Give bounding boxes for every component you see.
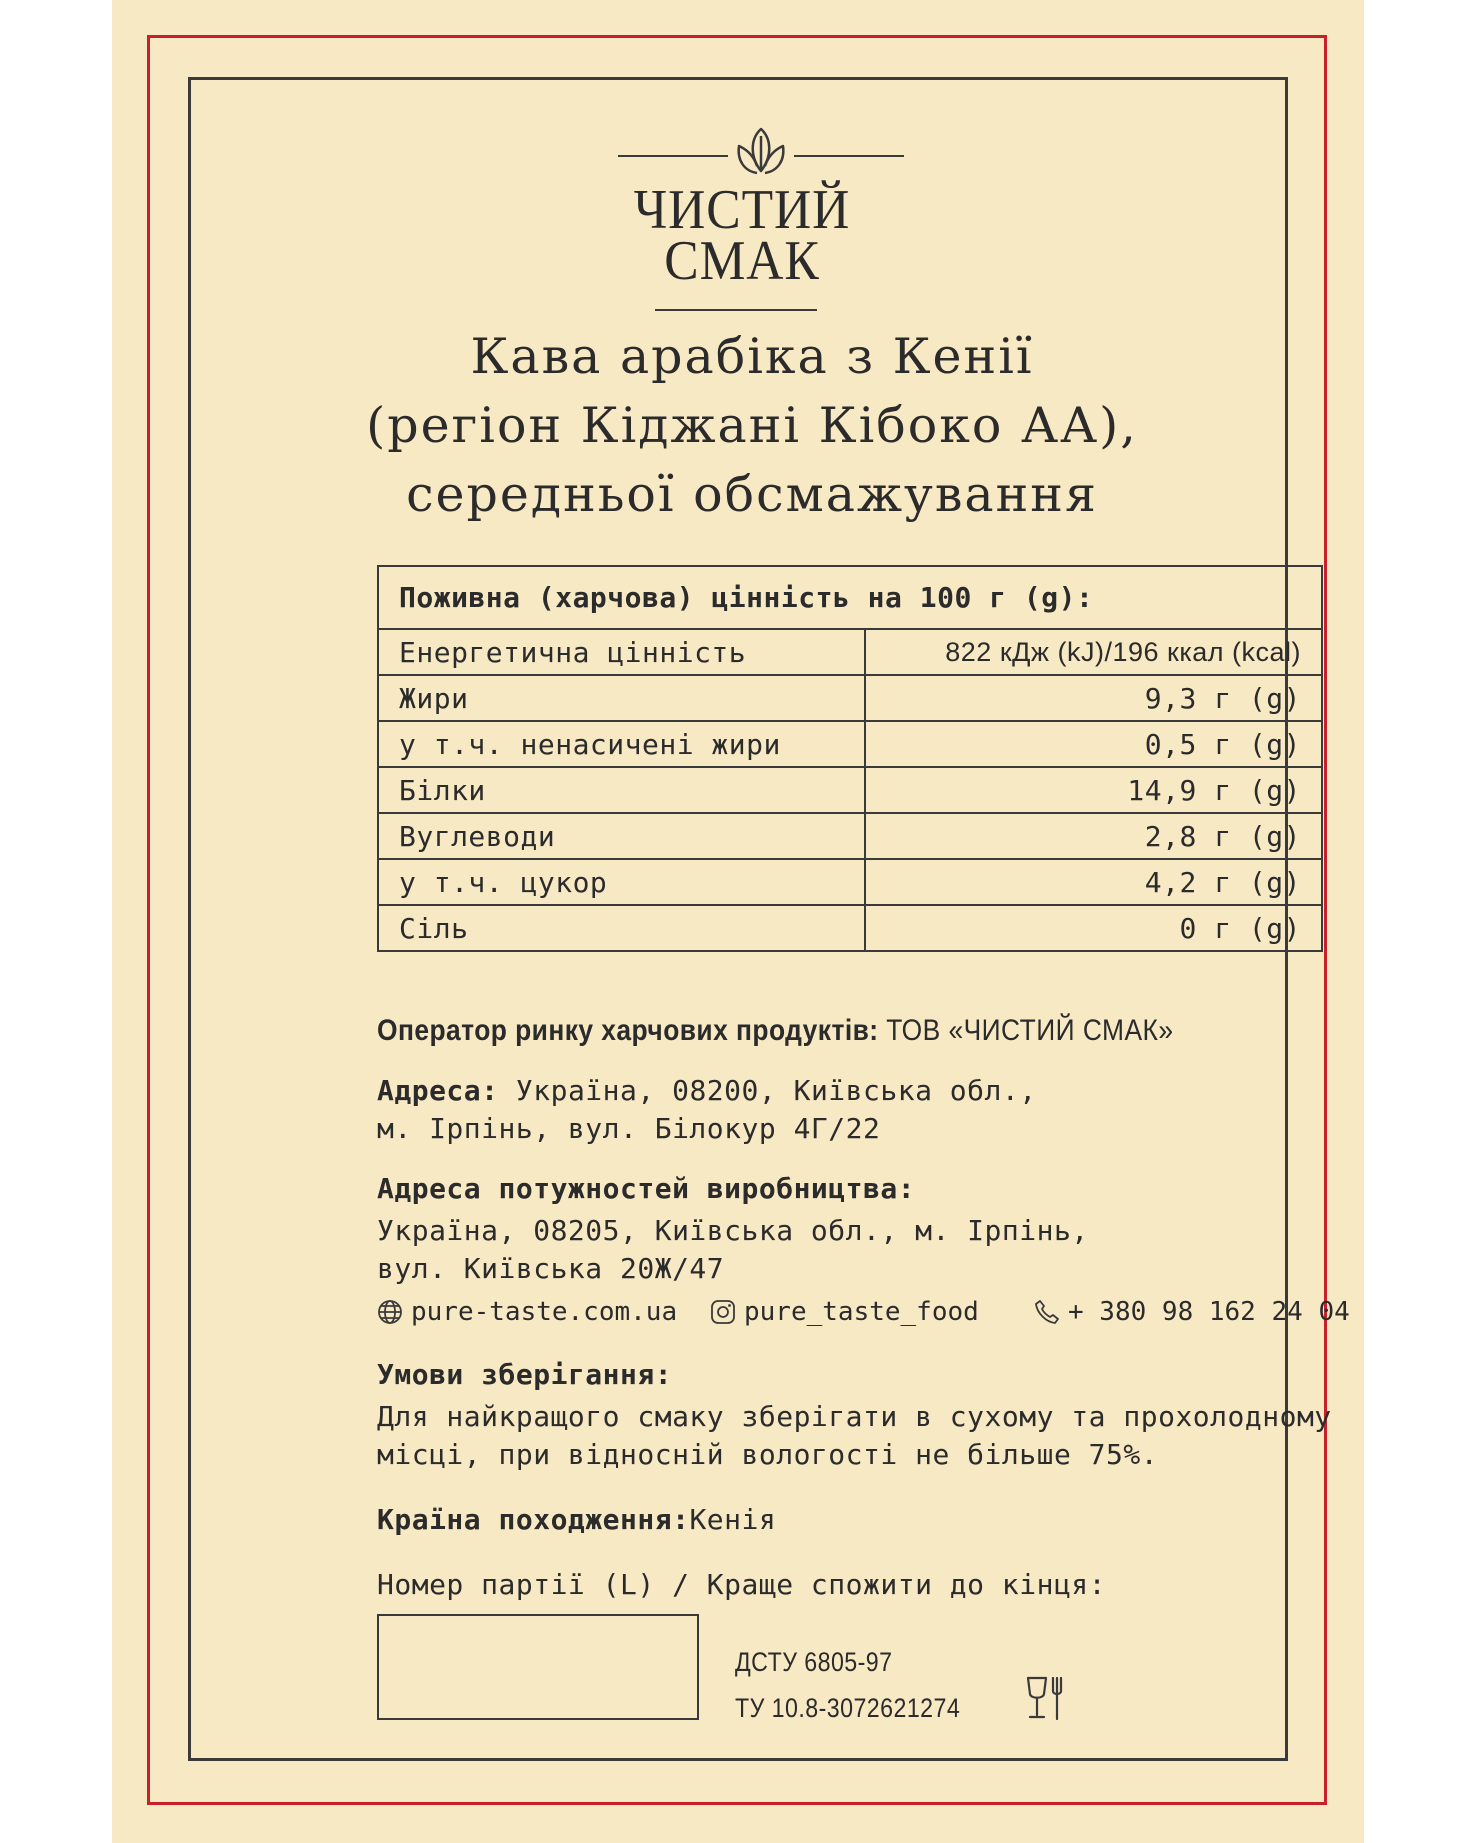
product-title-line3: середньої обсмажування bbox=[406, 466, 1098, 523]
nutrition-row bbox=[378, 721, 1322, 767]
batch-number-box bbox=[377, 1614, 699, 1720]
address-label: Адреса: bbox=[377, 1074, 499, 1107]
phone-icon bbox=[1034, 1299, 1060, 1325]
logo-underline bbox=[655, 309, 817, 311]
nutrient-value: 2,8 г (g) bbox=[865, 813, 1322, 859]
nutrition-heading-row bbox=[378, 566, 1322, 629]
logo-line-left bbox=[618, 155, 728, 157]
nutrient-value: 9,3 г (g) bbox=[865, 675, 1322, 721]
tu-standard: ТУ 10.8-3072621274 bbox=[735, 1693, 961, 1723]
instagram-text: pure_taste_food bbox=[744, 1297, 979, 1327]
nutrient-value: 4,2 г (g) bbox=[865, 859, 1322, 905]
nutrient-value: 822 кДж (kJ)/196 ккал (kcal) bbox=[865, 629, 1322, 675]
food-safe-icon bbox=[1025, 1675, 1069, 1721]
origin-label: Країна походження: bbox=[377, 1503, 690, 1536]
nutrient-name: Сіль bbox=[378, 905, 865, 951]
dstu-standard: ДСТУ 6805-97 bbox=[735, 1647, 893, 1677]
instagram-icon bbox=[710, 1299, 736, 1325]
origin-value: Кенія bbox=[689, 1503, 777, 1536]
operator-value: ТОВ «ЧИСТИЙ СМАК» bbox=[886, 1014, 1174, 1047]
nutrition-row bbox=[378, 905, 1322, 951]
origin-line bbox=[377, 1501, 776, 1538]
nutrient-value: 14,9 г (g) bbox=[865, 767, 1322, 813]
address-line1 bbox=[377, 1072, 1037, 1109]
production-label: Адреса потужностей виробництва: bbox=[377, 1172, 916, 1205]
production-line1: Україна, 08205, Київська обл., м. Ірпінь, bbox=[377, 1214, 1089, 1247]
phone-text: + 380 98 162 24 04 bbox=[1068, 1297, 1350, 1327]
website-contact bbox=[377, 1297, 677, 1327]
nutrient-value: 0 г (g) bbox=[865, 905, 1322, 951]
nutrient-name: Жири bbox=[378, 675, 865, 721]
nutrient-name: Енергетична цінність bbox=[378, 629, 865, 675]
nutrient-name: Білки bbox=[378, 767, 865, 813]
nutrient-name: у т.ч. ненасичені жири bbox=[378, 721, 865, 767]
website-text: pure-taste.com.ua bbox=[411, 1297, 678, 1327]
nutrition-row bbox=[378, 767, 1322, 813]
address-value-line1: Україна, 08200, Київська обл., bbox=[515, 1074, 1037, 1107]
logo-line-right bbox=[794, 155, 904, 157]
instagram-contact bbox=[710, 1297, 979, 1327]
nutrition-row bbox=[378, 675, 1322, 721]
nutrition-row bbox=[378, 813, 1322, 859]
address-line2: м. Ірпінь, вул. Білокур 4Г/22 bbox=[377, 1112, 881, 1145]
nutrition-row bbox=[378, 859, 1322, 905]
nutrient-value: 0,5 г (g) bbox=[865, 721, 1322, 767]
nutrition-row bbox=[378, 629, 1322, 675]
production-line2: вул. Київська 20Ж/47 bbox=[377, 1252, 725, 1285]
nutrition-table bbox=[377, 565, 1323, 952]
product-label bbox=[112, 0, 1364, 1843]
globe-icon bbox=[377, 1299, 403, 1325]
storage-label: Умови зберігання: bbox=[377, 1358, 673, 1391]
nutrient-name: Вуглеводи bbox=[378, 813, 865, 859]
storage-line1: Для найкращого смаку зберігати в сухому та прохолодному bbox=[377, 1400, 1332, 1433]
brand-name-line1: ЧИСТИЙ bbox=[633, 179, 851, 241]
storage-line2: місці, при відносній вологості не більше 75%. bbox=[377, 1438, 1159, 1471]
nutrition-heading: Поживна (харчова) цінність на 100 г (g): bbox=[378, 566, 1322, 629]
operator-line bbox=[377, 1012, 1173, 1049]
operator-label: Оператор ринку харчових продуктів: bbox=[377, 1014, 879, 1047]
nutrient-name: у т.ч. цукор bbox=[378, 859, 865, 905]
batch-label: Номер партії (L) / Краще спожити до кінця: bbox=[377, 1568, 1107, 1601]
product-title-line1: Кава арабіка з Кенії bbox=[470, 328, 1034, 385]
product-title-line2: (регіон Кіджані Кібоко АА), bbox=[366, 397, 1138, 454]
brand-name-line2: СМАК bbox=[664, 230, 820, 292]
leaf-icon bbox=[733, 126, 789, 176]
phone-contact bbox=[1034, 1297, 1350, 1327]
